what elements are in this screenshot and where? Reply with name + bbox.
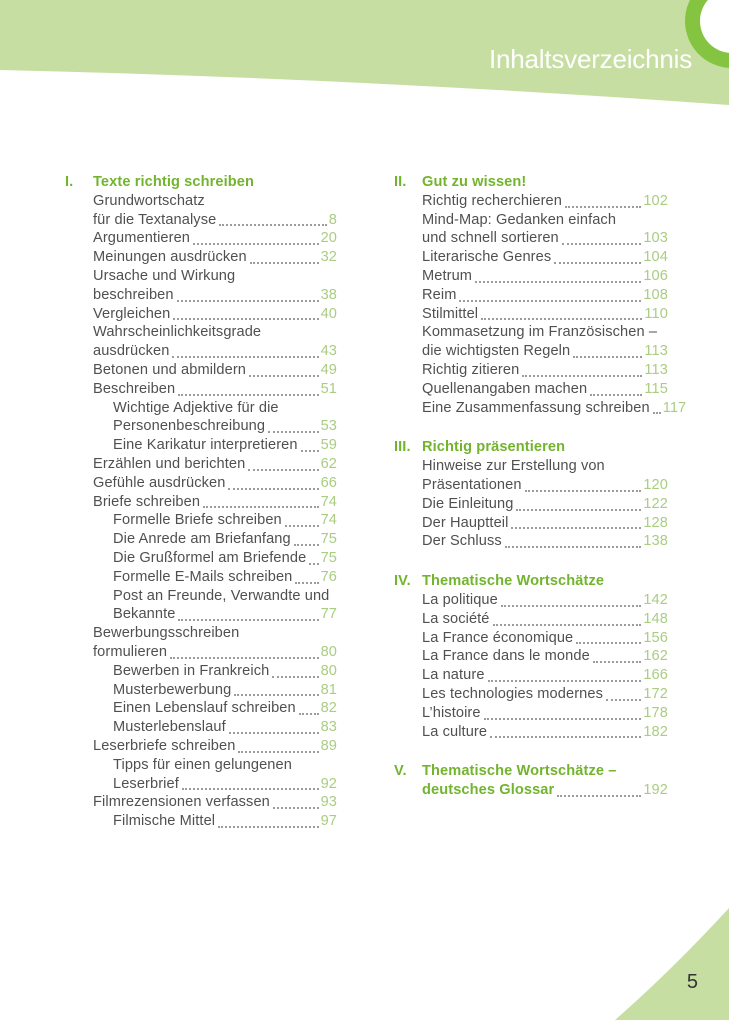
leader-dots bbox=[511, 527, 641, 529]
entry-text: Ursache und Wirkung bbox=[93, 267, 236, 284]
entry-text: beschreiben bbox=[93, 286, 174, 303]
entry-text: und schnell sortieren bbox=[422, 230, 559, 247]
leader-dots bbox=[576, 642, 641, 644]
entry-page: 128 bbox=[643, 514, 668, 531]
entry-text: Erzählen und berichten bbox=[93, 455, 246, 472]
toc-entry bbox=[422, 514, 668, 533]
toc-entry bbox=[93, 248, 337, 267]
toc-entry bbox=[422, 457, 668, 476]
toc-entry bbox=[93, 211, 337, 230]
entry-page: 75 bbox=[320, 531, 337, 548]
entry-page: 156 bbox=[643, 629, 668, 646]
toc-entry bbox=[93, 699, 337, 718]
leader-dots bbox=[268, 431, 318, 433]
toc-entry bbox=[93, 756, 337, 775]
toc-entry bbox=[422, 476, 668, 495]
toc-entry bbox=[422, 267, 668, 286]
leader-dots bbox=[193, 243, 319, 245]
toc-entry bbox=[93, 286, 337, 305]
leader-dots bbox=[273, 807, 319, 809]
entry-text: Formelle Briefe schreiben bbox=[113, 512, 282, 529]
toc-entry bbox=[93, 587, 337, 606]
entry-text: Quellenangaben machen bbox=[422, 380, 588, 397]
toc-entry bbox=[422, 305, 668, 324]
leader-dots bbox=[522, 375, 642, 377]
leader-dots bbox=[173, 318, 318, 320]
toc-entry bbox=[422, 211, 668, 230]
toc-section bbox=[65, 173, 337, 831]
leader-dots bbox=[459, 300, 641, 302]
section-title: Thematische Wortschätze bbox=[422, 573, 605, 590]
leader-dots bbox=[299, 713, 319, 715]
leader-dots bbox=[294, 544, 319, 546]
corner-swoosh-shape bbox=[615, 908, 729, 1020]
entry-text: Kommasetzung im Französischen – bbox=[422, 324, 658, 341]
entry-page: 120 bbox=[643, 476, 668, 493]
toc-entry bbox=[422, 248, 668, 267]
section-heading-row bbox=[394, 572, 668, 591]
entry-text: Mind-Map: Gedanken einfach bbox=[422, 211, 617, 228]
toc-entry bbox=[93, 511, 337, 530]
leader-dots bbox=[248, 469, 318, 471]
leader-dots bbox=[505, 546, 642, 548]
entry-text: Richtig zitieren bbox=[422, 361, 520, 378]
toc-entry bbox=[93, 305, 337, 324]
entry-page: 97 bbox=[320, 813, 337, 830]
entry-page: 49 bbox=[320, 361, 337, 378]
leader-dots bbox=[285, 525, 319, 527]
toc-column-right bbox=[394, 173, 687, 800]
toc-entry bbox=[422, 399, 687, 418]
corner-swoosh bbox=[590, 890, 729, 1020]
leader-dots bbox=[229, 732, 319, 734]
toc-entry bbox=[93, 436, 337, 455]
leader-dots bbox=[170, 657, 318, 659]
entry-text: ausdrücken bbox=[93, 343, 170, 360]
entry-page: 182 bbox=[643, 723, 668, 740]
entry-page: 83 bbox=[320, 719, 337, 736]
entry-text: Grundwortschatz bbox=[93, 192, 205, 209]
entry-text: La France économique bbox=[422, 629, 574, 646]
toc-entry bbox=[422, 361, 668, 380]
entry-text: L’histoire bbox=[422, 704, 481, 721]
leader-dots bbox=[177, 300, 319, 302]
toc-entry bbox=[93, 380, 337, 399]
section-numeral: III. bbox=[394, 439, 411, 456]
toc-entry bbox=[422, 380, 668, 399]
toc-entry bbox=[93, 643, 337, 662]
toc-entry bbox=[93, 737, 337, 756]
entry-page: 89 bbox=[320, 737, 337, 754]
toc-entry bbox=[422, 723, 668, 742]
section-heading-row bbox=[65, 173, 337, 192]
toc-entry bbox=[93, 568, 337, 587]
toc-entry bbox=[93, 417, 337, 436]
leader-dots bbox=[653, 412, 661, 414]
entry-page: 82 bbox=[320, 700, 337, 717]
leader-dots bbox=[525, 490, 642, 492]
entry-text: Post an Freunde, Verwandte und bbox=[113, 587, 330, 604]
section-title: Gut zu wissen! bbox=[422, 174, 527, 190]
leader-dots bbox=[488, 680, 642, 682]
toc-entry bbox=[422, 229, 668, 248]
entry-text: Beschreiben bbox=[93, 380, 176, 397]
entry-page: 32 bbox=[320, 249, 337, 266]
toc-section bbox=[394, 762, 668, 800]
leader-dots bbox=[565, 206, 641, 208]
entry-page: 142 bbox=[643, 591, 668, 608]
toc-entry bbox=[93, 361, 337, 380]
entry-page: 115 bbox=[644, 380, 668, 397]
toc-section bbox=[394, 438, 668, 551]
entry-page: 40 bbox=[320, 305, 337, 322]
entry-page: 113 bbox=[644, 343, 668, 360]
section-numeral: II. bbox=[394, 174, 407, 190]
entry-text: Präsentationen bbox=[422, 476, 522, 493]
entry-text: Personenbeschreibung bbox=[113, 418, 266, 435]
leader-dots bbox=[219, 224, 326, 226]
toc-entry bbox=[422, 532, 668, 551]
leader-dots bbox=[562, 243, 642, 245]
toc-entry bbox=[93, 267, 337, 286]
toc-entry bbox=[422, 286, 668, 305]
leader-dots bbox=[234, 694, 318, 696]
entry-text: Tipps für einen gelungenen bbox=[113, 756, 292, 773]
leader-dots bbox=[249, 375, 319, 377]
entry-text: Wahrscheinlichkeitsgrade bbox=[93, 324, 262, 341]
entry-page: 148 bbox=[643, 610, 668, 627]
entry-page: 53 bbox=[320, 418, 337, 435]
entry-text: deutsches Glossar bbox=[422, 782, 555, 799]
entry-page: 108 bbox=[643, 286, 668, 303]
entry-page: 122 bbox=[643, 495, 668, 512]
entry-text: für die Textanalyse bbox=[93, 211, 217, 228]
entry-text: Bekannte bbox=[113, 606, 176, 623]
leader-dots bbox=[554, 262, 641, 264]
entry-text: La société bbox=[422, 610, 490, 627]
leader-dots bbox=[490, 736, 641, 738]
toc-entry bbox=[422, 629, 668, 648]
entry-page: 51 bbox=[320, 380, 337, 397]
entry-text: die wichtigsten Regeln bbox=[422, 343, 571, 360]
entry-text: Filmrezensionen verfassen bbox=[93, 794, 270, 811]
entry-page: 138 bbox=[643, 533, 668, 550]
entry-page: 102 bbox=[643, 192, 668, 209]
entry-page: 74 bbox=[320, 512, 337, 529]
toc-entry bbox=[93, 605, 337, 624]
toc-entry bbox=[93, 549, 337, 568]
entry-page: 62 bbox=[320, 455, 337, 472]
entry-text: Literarische Genres bbox=[422, 249, 552, 266]
toc-entry bbox=[93, 624, 337, 643]
entry-page: 93 bbox=[320, 794, 337, 811]
section-title: Thematische Wortschätze – bbox=[422, 763, 617, 780]
entry-text: Les technologies modernes bbox=[422, 685, 603, 702]
entry-text: formulieren bbox=[93, 643, 168, 660]
toc-entry bbox=[93, 455, 337, 474]
entry-page: 81 bbox=[320, 681, 337, 698]
toc-entry bbox=[93, 775, 337, 794]
entry-text: Argumentieren bbox=[93, 230, 191, 247]
section-numeral: IV. bbox=[394, 573, 411, 590]
entry-text: Meinungen ausdrücken bbox=[93, 249, 247, 266]
entry-page: 20 bbox=[320, 230, 337, 247]
toc-entry bbox=[422, 610, 668, 629]
toc-entry bbox=[422, 342, 668, 361]
toc-entry bbox=[93, 192, 337, 211]
leader-dots bbox=[493, 624, 642, 626]
leader-dots bbox=[295, 582, 318, 584]
entry-page: 75 bbox=[320, 549, 337, 566]
entry-text: Betonen und abmildern bbox=[93, 361, 247, 378]
entry-text: Einen Lebenslauf schreiben bbox=[113, 700, 296, 717]
entry-text: Musterbewerbung bbox=[113, 681, 232, 698]
entry-page: 103 bbox=[643, 230, 668, 247]
leader-dots bbox=[475, 281, 641, 283]
entry-page: 92 bbox=[320, 775, 337, 792]
page-heading: Inhaltsverzeichnis bbox=[488, 44, 692, 74]
entry-page: 113 bbox=[644, 361, 668, 378]
entry-text: Stilmittel bbox=[422, 305, 479, 322]
entry-text: Die Grußformel am Briefende bbox=[113, 549, 307, 566]
toc-entry bbox=[422, 704, 668, 723]
section-numeral: I. bbox=[65, 174, 74, 190]
entry-text: Eine Zusammenfassung schreiben bbox=[422, 399, 650, 416]
section-numeral: V. bbox=[394, 763, 407, 780]
leader-dots bbox=[593, 661, 642, 663]
entry-text: Die Anrede am Briefanfang bbox=[113, 531, 291, 548]
toc-entry bbox=[93, 662, 337, 681]
section-heading-row bbox=[394, 173, 668, 192]
entry-text: Reim bbox=[422, 286, 457, 303]
toc-entry bbox=[93, 399, 337, 418]
leader-dots bbox=[203, 506, 319, 508]
entry-page: 74 bbox=[320, 493, 337, 510]
entry-page: 192 bbox=[643, 782, 668, 799]
entry-page: 80 bbox=[320, 643, 337, 660]
entry-text: La nature bbox=[422, 667, 485, 684]
entry-page: 178 bbox=[643, 704, 668, 721]
entry-text: Eine Karikatur interpretieren bbox=[113, 437, 298, 454]
entry-page: 38 bbox=[320, 286, 337, 303]
entry-text: Filmische Mittel bbox=[113, 813, 216, 830]
entry-text: La politique bbox=[422, 591, 498, 608]
entry-text: Vergleichen bbox=[93, 305, 171, 322]
entry-page: 172 bbox=[643, 685, 668, 702]
section-title: Texte richtig schreiben bbox=[93, 174, 254, 190]
leader-dots bbox=[590, 394, 642, 396]
toc-entry bbox=[422, 647, 668, 666]
toc-entry bbox=[422, 323, 668, 342]
leader-dots bbox=[573, 356, 642, 358]
toc-entry bbox=[422, 666, 668, 685]
leader-dots bbox=[228, 488, 318, 490]
leader-dots bbox=[481, 318, 642, 320]
entry-page: 110 bbox=[644, 305, 668, 322]
entry-text: Gefühle ausdrücken bbox=[93, 474, 226, 491]
toc-entry bbox=[422, 685, 668, 704]
entry-text: Leserbriefe schreiben bbox=[93, 737, 236, 754]
leader-dots bbox=[309, 563, 318, 565]
entry-text: Bewerben in Frankreich bbox=[113, 662, 270, 679]
leader-dots bbox=[250, 262, 319, 264]
entry-page: 104 bbox=[643, 249, 668, 266]
entry-page: 43 bbox=[320, 343, 337, 360]
entry-page: 8 bbox=[328, 211, 337, 228]
entry-page: 66 bbox=[320, 474, 337, 491]
entry-text: La France dans le monde bbox=[422, 648, 590, 665]
entry-text: Der Hauptteil bbox=[422, 514, 509, 531]
toc-entry bbox=[93, 342, 337, 361]
toc-entry bbox=[422, 591, 668, 610]
toc-entry bbox=[93, 812, 337, 831]
entry-text: Der Schluss bbox=[422, 533, 502, 550]
section-heading-row bbox=[394, 762, 668, 781]
toc-entry bbox=[93, 493, 337, 512]
entry-page: 162 bbox=[643, 648, 668, 665]
section-heading-row bbox=[394, 438, 668, 457]
entry-page: 117 bbox=[662, 399, 687, 416]
page-number: 5 bbox=[686, 971, 698, 993]
leader-dots bbox=[301, 450, 319, 452]
toc-section bbox=[394, 173, 687, 417]
toc-entry bbox=[93, 323, 337, 342]
toc-entry bbox=[422, 781, 668, 800]
toc-column-left bbox=[65, 173, 337, 831]
entry-page: 59 bbox=[320, 437, 337, 454]
toc-entry bbox=[93, 718, 337, 737]
entry-page: 76 bbox=[320, 568, 337, 585]
toc-entry bbox=[93, 681, 337, 700]
entry-text: Hinweise zur Erstellung von bbox=[422, 458, 605, 475]
toc-entry bbox=[93, 474, 337, 493]
toc-entry bbox=[93, 793, 337, 812]
leader-dots bbox=[484, 718, 642, 720]
entry-page: 77 bbox=[320, 606, 337, 623]
leader-dots bbox=[218, 826, 318, 828]
toc-section bbox=[394, 572, 668, 741]
entry-text: Bewerbungsschreiben bbox=[93, 625, 240, 642]
section-title: Richtig präsentieren bbox=[422, 439, 566, 456]
toc-entry bbox=[93, 530, 337, 549]
entry-page: 106 bbox=[643, 267, 668, 284]
entry-text: Die Einleitung bbox=[422, 495, 514, 512]
entry-text: La culture bbox=[422, 723, 488, 740]
toc-entry bbox=[93, 229, 337, 248]
entry-text: Leserbrief bbox=[113, 775, 179, 792]
leader-dots bbox=[272, 676, 318, 678]
entry-text: Briefe schreiben bbox=[93, 493, 201, 510]
leader-dots bbox=[501, 605, 641, 607]
leader-dots bbox=[178, 619, 318, 621]
entry-text: Formelle E-Mails schreiben bbox=[113, 568, 293, 585]
entry-text: Richtig recherchieren bbox=[422, 192, 562, 209]
leader-dots bbox=[178, 394, 318, 396]
leader-dots bbox=[606, 699, 641, 701]
leader-dots bbox=[238, 751, 318, 753]
entry-text: Musterlebenslauf bbox=[113, 719, 226, 736]
leader-dots bbox=[172, 356, 318, 358]
entry-page: 166 bbox=[643, 667, 668, 684]
leader-dots bbox=[557, 795, 641, 797]
entry-page: 80 bbox=[320, 662, 337, 679]
toc-entry bbox=[422, 495, 668, 514]
entry-text: Wichtige Adjektive für die bbox=[113, 399, 279, 416]
toc-entry bbox=[422, 192, 668, 211]
leader-dots bbox=[182, 788, 319, 790]
entry-text: Metrum bbox=[422, 267, 473, 284]
leader-dots bbox=[516, 509, 641, 511]
